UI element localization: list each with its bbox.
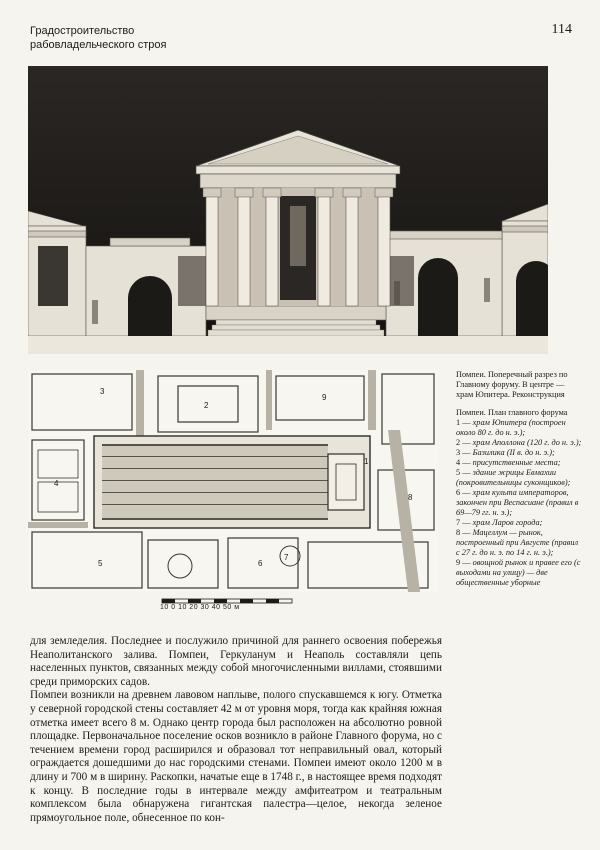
plan-label-6: 6	[258, 559, 263, 568]
elevation-caption: Помпеи. Поперечный разрез по Главному форуму. В центре — храм Юпитера. Реконструкция	[456, 370, 568, 399]
forum-plan-illustration	[28, 370, 438, 592]
plan-label-3: 3	[100, 387, 105, 396]
plan-label-4: 4	[54, 479, 59, 488]
page-number: 114	[551, 22, 572, 37]
body-paragraph: для земледелия. Последнее и послужило причиной для раннего освоения побережья Неаполитанского залива. Помпеи, Геркуланум и Неаполь составляли цепь населенных пунктов, связанных между собой многочисленными виллами, стоявшими среди приморских садов.	[30, 635, 442, 688]
running-header	[30, 24, 290, 52]
legend-item: 1 — храм Юпитера (построен около 80 г. до н. э.);	[456, 418, 566, 437]
temple-elevation-drawing	[28, 66, 548, 354]
plan-label-7: 7	[284, 553, 289, 562]
plan-scale-bar	[160, 594, 300, 618]
plan-label-1: 1	[364, 457, 369, 466]
running-header-line1: Градостроительство	[30, 25, 135, 37]
running-header-line2: рабовладельческого строя	[30, 39, 167, 51]
plan-label-2: 2	[204, 401, 209, 410]
legend-item: 5 — здание жрицы Евмахии (покровительницы суконщиков);	[456, 468, 571, 487]
legend-item: 3 — Базилика (II в. до н. э.);	[456, 448, 555, 457]
body-paragraph: Помпеи возникли на древнем лавовом наплыве, полого спускавшемся к югу. Отметка у северной городской стены составляет 42 м от уровня моря, тогда как крайняя южная отметка имеет всего 8 м. Однако центр города был расположен на абсолютно ровной площадке. Первоначальное поселение осков возникло в районе Главного форума, но с течением времени город расширился и образовал тот неправильный овал, который ограждается дошедшими до нас городскими стенами. Помпеи имеют около 1200 м в длину и 700 м в ширину. Раскопки, начатые еще в 1748 г., в настоящее время подходят к концу. В последние годы в интервале между амфитеатром и театральным комплексом была обнаружена гигантская палестра—целое, некогда зеленое прямоугольное поле, обнесенное по кон-	[30, 689, 442, 824]
plan-label-5: 5	[98, 559, 103, 568]
legend-item: 9 — овощной рынок и правее его (с выходами на улицу) — две общественные уборные	[456, 558, 581, 587]
plan-legend	[456, 418, 582, 588]
legend-item: 7 — храм Ларов города;	[456, 518, 543, 527]
forum-cross-section-illustration	[28, 66, 548, 354]
forum-plan-drawing	[28, 370, 438, 592]
legend-item: 4 — присутственные места;	[456, 458, 561, 467]
legend-item: 2 — храм Аполлона (120 г. до н. э.);	[456, 438, 582, 447]
figure-captions	[456, 370, 582, 588]
scale-bar-labels: 10 0 10 20 30 40 50 м	[160, 604, 240, 611]
plan-label-8: 8	[408, 493, 413, 502]
plan-label-9: 9	[322, 393, 327, 402]
main-text	[30, 635, 442, 825]
plan-legend-title: Помпеи. План главного форума	[456, 408, 568, 417]
legend-item: 6 — храм культа императоров, закончен при Веспасиане (правил в 69—79 гг. н. э.);	[456, 488, 579, 517]
legend-item: 8 — Мацеллум — рынок, построенный при Августе (правил с 27 г. до н. э. по 14 г. н. э.);	[456, 528, 579, 557]
